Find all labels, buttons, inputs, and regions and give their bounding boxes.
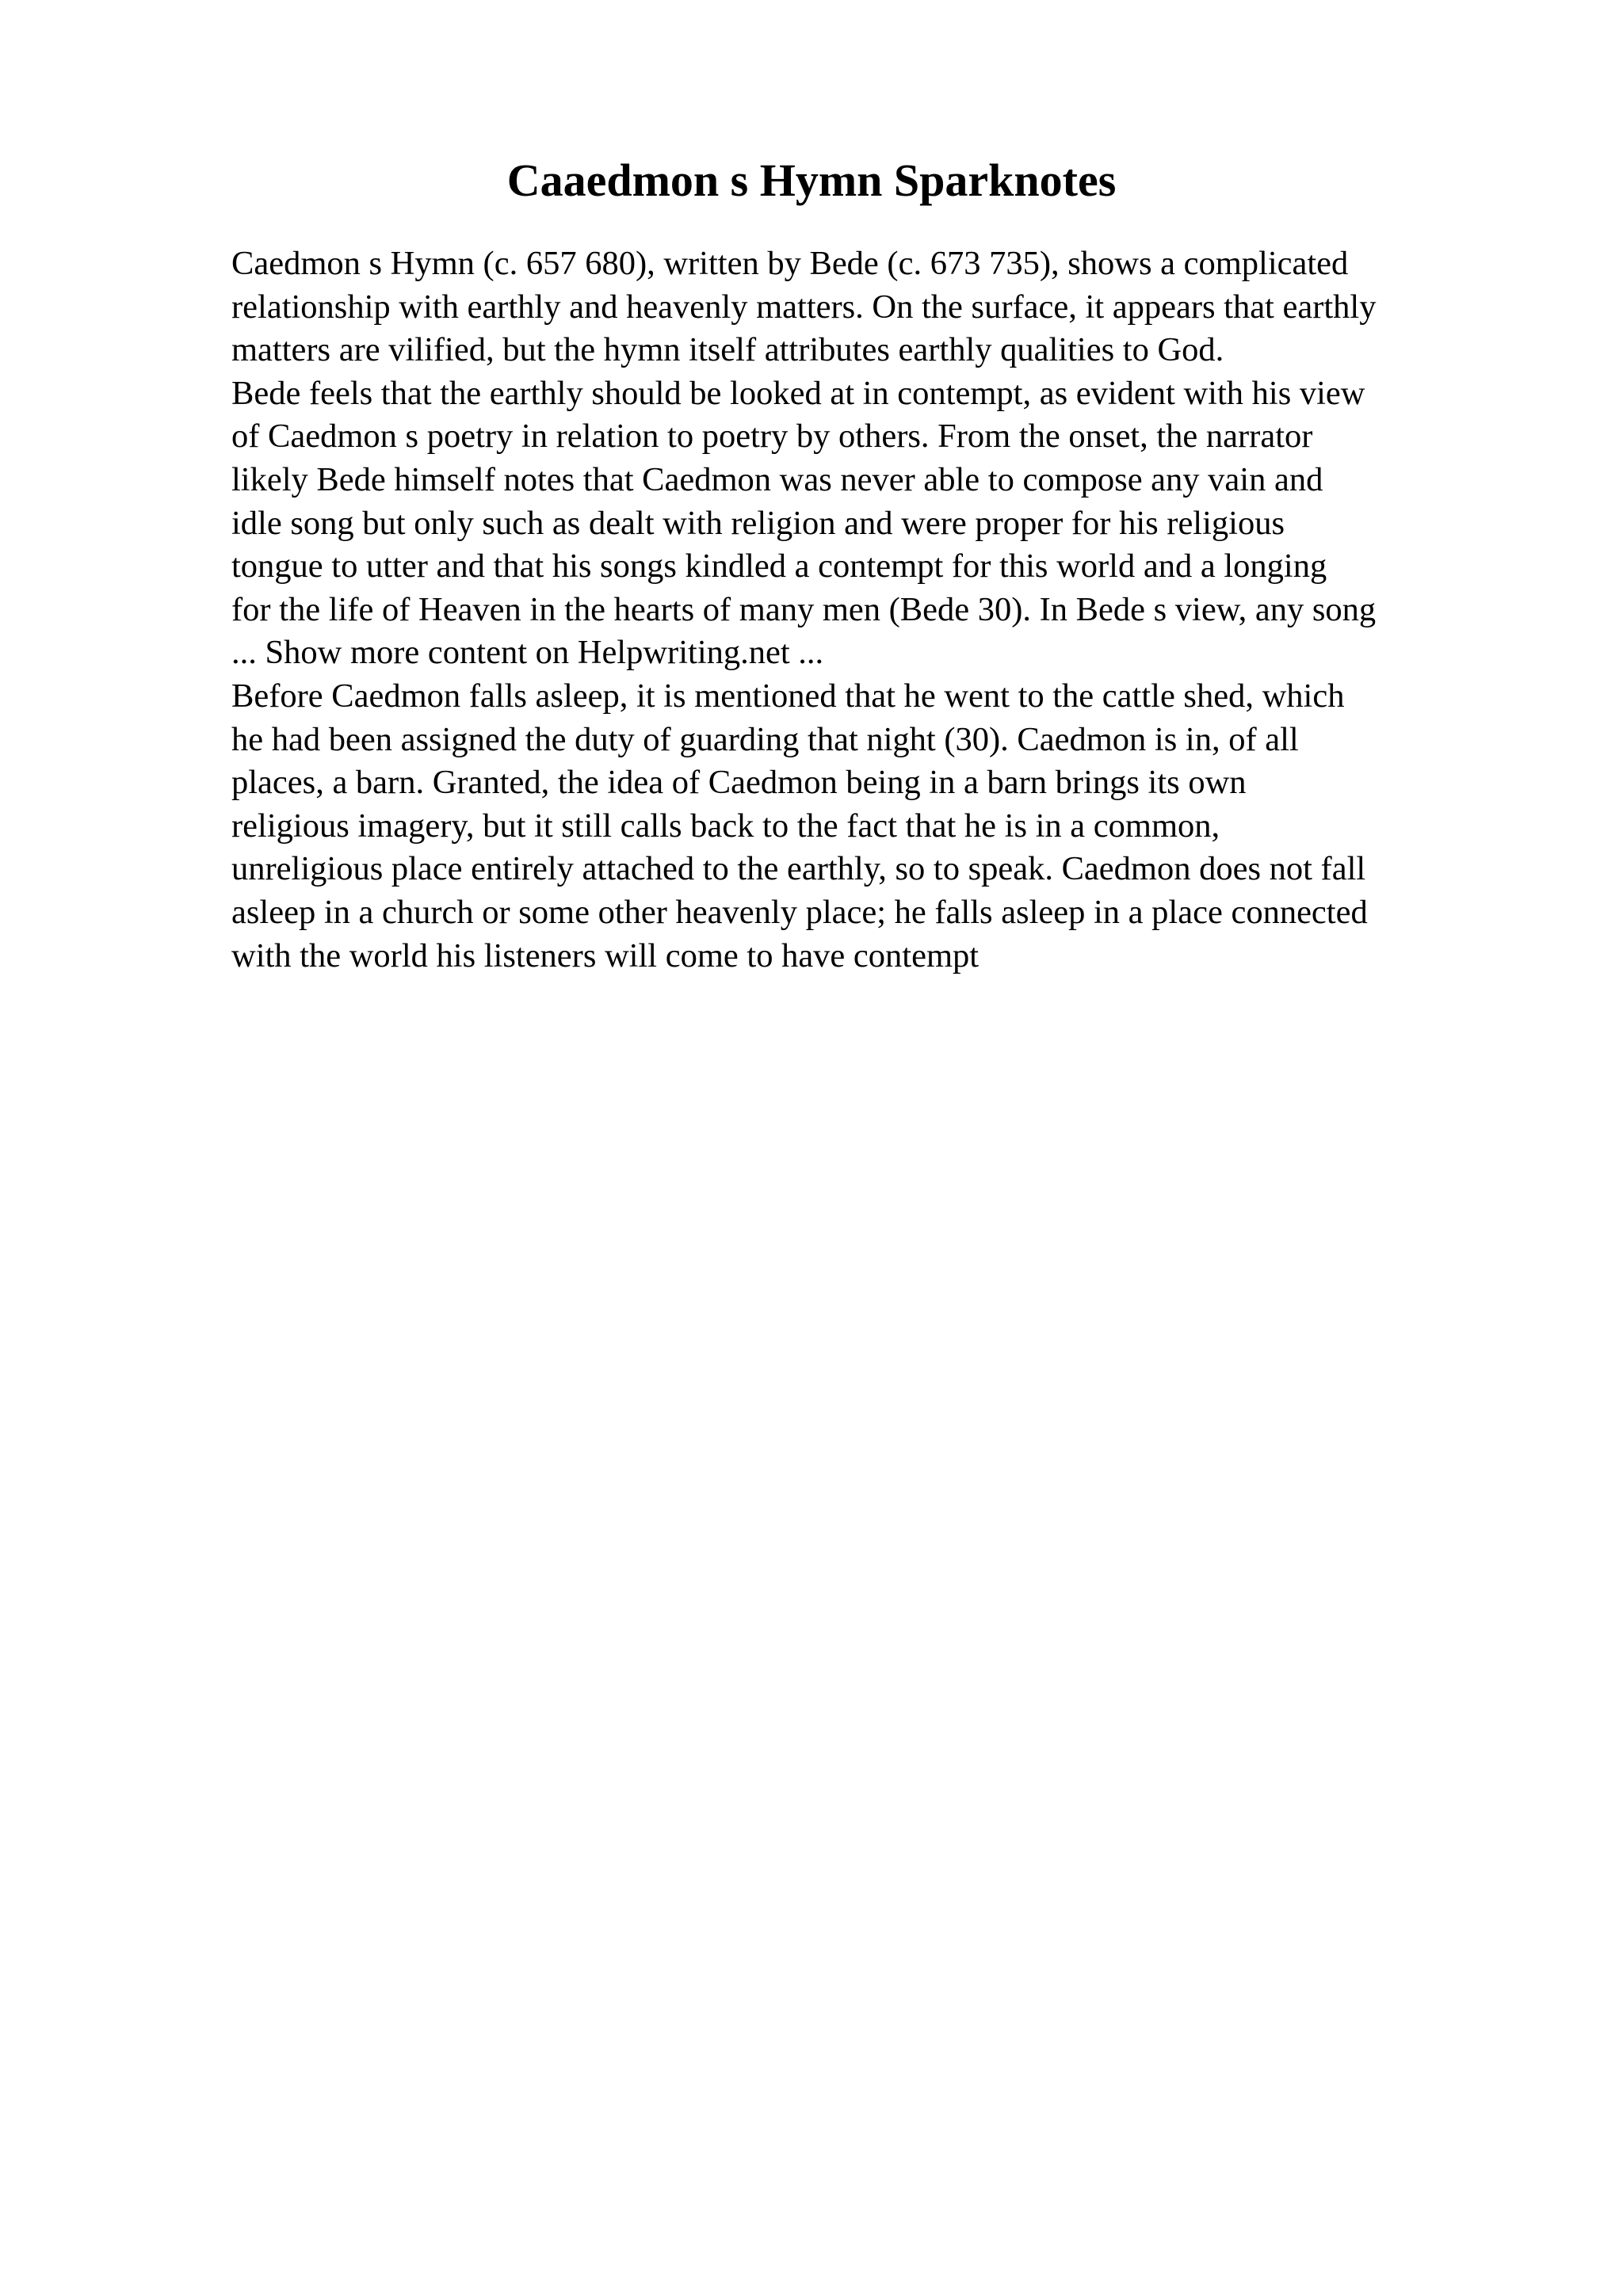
body-line: relationship with earthly and heavenly matters. On the surface, it appears that earthly <box>231 288 1377 326</box>
show-more-link[interactable]: ... Show more content on Helpwriting.net ... <box>231 634 824 672</box>
document-title: Caaedmon s Hymn Sparknotes <box>506 154 1117 206</box>
document-body <box>231 242 1499 978</box>
body-line: unreligious place entirely attached to the earthly, so to speak. Caedmon does not fall <box>231 850 1366 888</box>
body-line: Before Caedmon falls asleep, it is mentioned that he went to the cattle shed, which <box>231 677 1345 715</box>
body-line: places, a barn. Granted, the idea of Caedmon being in a barn brings its own <box>231 764 1247 802</box>
body-line: religious imagery, but it still calls back to the fact that he is in a common, <box>231 807 1220 845</box>
body-line: with the world his listeners will come to have contempt <box>231 936 980 974</box>
body-line: likely Bede himself notes that Caedmon was never able to compose any vain and <box>231 460 1323 498</box>
body-line: asleep in a church or some other heavenly place; he falls asleep in a place connected <box>231 893 1368 931</box>
body-line: Bede feels that the earthly should be looked at in contempt, as evident with his view <box>231 374 1365 412</box>
body-line: he had been assigned the duty of guarding that night (30). Caedmon is in, of all <box>231 720 1299 758</box>
body-line: matters are vilified, but the hymn itself attributes earthly qualities to God. <box>231 331 1224 369</box>
body-line: idle song but only such as dealt with religion and were proper for his religious <box>231 504 1285 542</box>
body-line: Caedmon s Hymn (c. 657 680), written by Bede (c. 673 735), shows a complicated <box>231 245 1349 282</box>
body-line: for the life of Heaven in the hearts of many men (Bede 30). In Bede s view, any song <box>231 590 1377 628</box>
body-line: tongue to utter and that his songs kindled a contempt for this world and a longing <box>231 547 1327 585</box>
body-line: of Caedmon s poetry in relation to poetry by others. From the onset, the narrator <box>231 418 1313 456</box>
